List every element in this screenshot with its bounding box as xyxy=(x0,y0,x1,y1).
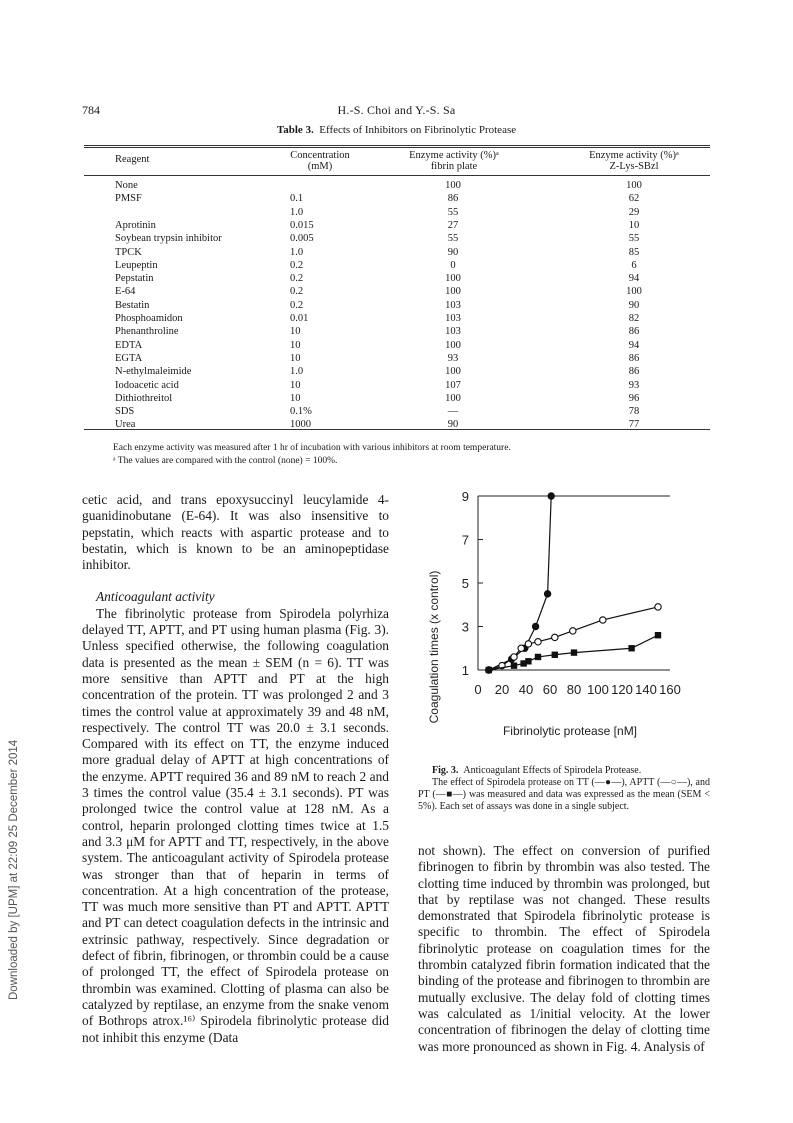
table-row xyxy=(84,259,710,272)
concentration-cell: 10 xyxy=(290,352,301,364)
y-tick-label: 7 xyxy=(461,532,469,548)
reagent-cell: Soybean trypsin inhibitor xyxy=(115,233,222,245)
data-point-pt xyxy=(535,654,541,660)
concentration-cell: 0.005 xyxy=(290,233,314,245)
data-point-pt xyxy=(486,667,492,673)
header-fibrin xyxy=(389,150,519,172)
data-point-aptt xyxy=(535,639,541,645)
table-caption-label: Table 3. xyxy=(276,124,314,136)
table-row xyxy=(84,365,710,378)
fibrin-activity-cell: 90 xyxy=(447,246,459,258)
section-heading: Anticoagulant activity xyxy=(96,589,215,605)
table-row xyxy=(84,285,710,298)
zlys-activity-cell: 96 xyxy=(628,392,640,404)
zlys-activity-cell: 85 xyxy=(628,246,640,258)
concentration-cell: 1.0 xyxy=(290,366,304,378)
page-number: 784 xyxy=(82,103,100,117)
x-tick-label: 80 xyxy=(566,682,582,697)
left-column xyxy=(82,492,389,1046)
concentration-cell: 10 xyxy=(290,326,301,338)
table-caption-text: Effects of Inhibitors on Fibrinolytic Protease xyxy=(319,124,517,136)
fibrin-activity-cell: 100 xyxy=(445,339,461,351)
concentration-cell: 1000 xyxy=(290,419,311,431)
figure-caption-title: Anticoagulant Effects of Spirodela Protease. xyxy=(463,765,642,776)
zlys-activity-cell: 94 xyxy=(628,273,640,285)
data-point-aptt xyxy=(518,645,524,651)
fibrin-activity-cell: 93 xyxy=(447,352,459,364)
data-point-tt xyxy=(544,591,550,597)
fibrin-activity-cell: 0 xyxy=(450,259,456,271)
x-tick-label: 120 xyxy=(611,682,633,697)
chart-axes xyxy=(462,489,681,697)
zlys-activity-cell: 86 xyxy=(628,352,640,364)
zlys-activity-cell: 86 xyxy=(628,366,640,378)
table-footnote-1: Each enzyme activity was measured after 1 hr of incubation with various inhibitors at room temperature. xyxy=(113,443,511,453)
fibrin-activity-cell: 100 xyxy=(445,366,461,378)
zlys-activity-cell: 77 xyxy=(628,419,640,431)
reagent-cell: Phosphoamidon xyxy=(115,313,183,324)
zlys-activity-cell: 78 xyxy=(628,406,640,418)
fibrin-activity-cell: 100 xyxy=(445,392,461,404)
data-point-pt xyxy=(525,658,531,664)
zlys-activity-cell: 94 xyxy=(628,339,640,351)
concentration-cell: 0.1 xyxy=(290,193,304,205)
table-row xyxy=(84,312,710,325)
figure-caption xyxy=(418,765,710,813)
fibrin-activity-cell: 103 xyxy=(445,299,461,311)
fibrin-activity-cell: 90 xyxy=(447,419,459,431)
concentration-cell: 10 xyxy=(290,392,301,404)
table-row xyxy=(84,272,710,285)
zlys-activity-cell: 55 xyxy=(628,233,640,245)
reagent-cell: Pepstatin xyxy=(115,273,154,285)
data-point-aptt xyxy=(600,617,606,623)
y-tick-label: 1 xyxy=(461,663,469,678)
concentration-cell: 0.01 xyxy=(290,313,309,324)
table-row xyxy=(84,219,710,232)
header-fibrin-sub: fibrin plate xyxy=(430,161,478,172)
reagent-cell: E-64 xyxy=(115,286,136,298)
x-tick-label: 40 xyxy=(518,682,534,697)
data-point-pt xyxy=(552,652,558,658)
figure-3-chart xyxy=(420,482,710,752)
table-row xyxy=(84,299,710,312)
header-concentration xyxy=(260,150,380,172)
data-point-pt xyxy=(655,632,661,638)
data-point-tt xyxy=(532,623,538,629)
zlys-activity-cell: 86 xyxy=(628,326,640,338)
y-tick-label: 9 xyxy=(461,489,469,504)
x-tick-label: 20 xyxy=(494,682,510,697)
left-paragraph-1: cetic acid, and trans epoxysuccinyl leucylamide 4-guanidinobutane (E-64). It was also insensitive to pepstatin, which reacts with aspartic protease and to bestatin, which is known to be an aminopeptidase inhibitor. xyxy=(82,492,389,573)
concentration-cell: 0.2 xyxy=(290,286,304,298)
data-point-aptt xyxy=(570,628,576,634)
x-tick-label: 0 xyxy=(474,682,482,697)
data-point-aptt xyxy=(525,641,531,647)
reagent-cell: Leupeptin xyxy=(115,259,158,271)
left-paragraph-2: The fibrinolytic protease from Spirodela polyrhiza delayed TT, APTT, and PT using human plasma (Fig. 3). Unless specified otherwise, the following coagulation data is presented as the mean ± SEM (n = 6). TT was more sensitive than APTT and PT at the high concentration of the protein. TT was prolonged 2 and 3 times the control value at approximately 39 and 48 nM, respectively. The control TT was 20.0 ± 3.1 seconds. Compared with its effect on TT, the enzyme induced more gradual delay of APTT at high concentrations of the enzyme. APTT required 36 and 89 nM to reach 2 and 3 times the control value (35.4 ± 3.1 seconds). PT was prolonged twice the control value at 128 nM. As a control, heparin prolonged clotting times twice at 1.5 and 3.3 μM for APTT and TT, respectively, in the above system. The anticoagulant activity of Spirodela protease was stronger than that of heparin in terms of concentration. At a high concentration of the protease, TT was much more sensitive than PT and APTT. APTT and PT can detect coagulation defects in the intrinsic and extrinsic pathway, respectively. Since degradation or defect of fibrin, fibrinogen, or thrombin could be a cause of prolonged TT, the effect of Spirodela protease on thrombin was examined. Clotting of plasma can also be catalyzed by reptilase, an enzyme from the snake venom of Bothrops atrox.¹⁶⁾ Spirodela fibrinolytic protease did not inhibit this enzyme (Data xyxy=(82,605,389,1045)
reagent-cell: EGTA xyxy=(115,352,143,364)
y-tick-label: 3 xyxy=(461,619,469,635)
table-header xyxy=(84,148,710,174)
table-row xyxy=(84,206,710,219)
reagent-cell: N-ethylmaleimide xyxy=(115,366,192,378)
concentration-cell: 0.2 xyxy=(290,299,304,311)
table-row xyxy=(84,418,710,431)
chart-svg xyxy=(420,482,710,747)
header-zlys xyxy=(569,150,699,172)
concentration-cell: 10 xyxy=(290,339,301,351)
data-point-pt xyxy=(511,662,517,668)
concentration-cell: 1.0 xyxy=(290,206,304,218)
header-concentration-unit: (mM) xyxy=(307,161,333,172)
zlys-activity-cell: 100 xyxy=(626,180,642,191)
fibrin-activity-cell: 27 xyxy=(447,219,459,231)
x-axis-label: Fibrinolytic protease [nM] xyxy=(502,724,638,738)
header-zlys-sub: Z-Lys-SBzl xyxy=(609,161,659,172)
table-row xyxy=(84,392,710,405)
table-row xyxy=(84,325,710,338)
series-line-tt xyxy=(489,496,551,670)
right-column xyxy=(418,843,710,1055)
fibrin-activity-cell: 55 xyxy=(447,233,459,245)
fibrin-activity-cell: 55 xyxy=(447,206,459,218)
figure-caption-text: The effect of Spirodela protease on TT (—●—), APTT (—○—), and PT (—■—) was measured and data was expressed as the mean (SEM < 5%). Each set of assays was done in a single subject. xyxy=(418,777,710,812)
reagent-cell: EDTA xyxy=(115,339,143,351)
table-row xyxy=(84,379,710,392)
fibrin-activity-cell: 103 xyxy=(445,326,461,338)
fibrin-activity-cell: 86 xyxy=(447,193,459,205)
fibrin-activity-cell: 103 xyxy=(445,313,461,324)
y-tick-label: 5 xyxy=(461,576,469,591)
fibrin-activity-cell: 100 xyxy=(445,286,461,298)
zlys-activity-cell: 100 xyxy=(626,286,642,298)
fibrin-activity-cell: 107 xyxy=(445,379,461,391)
table-row xyxy=(84,232,710,245)
header-zlys-label: Enzyme activity (%)ᵃ xyxy=(589,150,679,161)
reagent-cell: Dithiothreitol xyxy=(115,392,173,404)
fibrin-activity-cell: — xyxy=(447,406,459,418)
fibrin-activity-cell: 100 xyxy=(445,273,461,285)
data-point-aptt xyxy=(511,654,517,660)
zlys-activity-cell: 90 xyxy=(628,299,640,311)
download-notice: Downloaded by [UPM] at 22:09 25 December 2014 xyxy=(8,739,20,1000)
table-footnote-2: ᵃ The values are compared with the control (none) = 100%. xyxy=(113,456,338,466)
x-tick-label: 160 xyxy=(659,682,681,697)
zlys-activity-cell: 29 xyxy=(628,206,640,218)
right-paragraph: not shown). The effect on conversion of purified fibrinogen to fibrin by thrombin was also tested. The clotting time induced by thrombin was prolonged, but that by reptilase was not changed. These results demonstrated that Spirodela fibrinolytic protease is specific to thrombin. The effect of Spirodela fibrinolytic protease on coagulation times for the thrombin catalyzed fibrin formation indicated that the binding of the protease and fibrinogen to thrombin are mutually exclusive. The delay fold of clotting times was calculated as 1/initial velocity. At the lower concentration of fibrinogen the delay of clotting time was more pronounced as shown in Fig. 4. Analysis of xyxy=(418,843,710,1054)
table-row xyxy=(84,246,710,259)
x-tick-label: 140 xyxy=(635,682,657,697)
x-tick-label: 60 xyxy=(542,682,558,697)
data-point-tt xyxy=(548,493,554,499)
zlys-activity-cell: 82 xyxy=(628,313,640,324)
reagent-cell: None xyxy=(115,180,138,191)
data-point-aptt xyxy=(552,634,558,640)
data-point-pt xyxy=(628,645,634,651)
header-fibrin-label: Enzyme activity (%)ᵃ xyxy=(409,150,499,161)
concentration-cell: 0.2 xyxy=(290,259,304,271)
reagent-cell: PMSF xyxy=(115,193,142,205)
zlys-activity-cell: 62 xyxy=(628,193,640,205)
zlys-activity-cell: 6 xyxy=(631,259,637,271)
figure-caption-label: Fig. 3. xyxy=(432,765,459,776)
concentration-cell: 1.0 xyxy=(290,246,304,258)
table-row xyxy=(84,339,710,352)
reagent-cell: Urea xyxy=(115,419,136,431)
x-tick-label: 100 xyxy=(587,682,609,697)
concentration-cell: 0.2 xyxy=(290,273,304,285)
table-row xyxy=(84,192,710,205)
reagent-cell: TPCK xyxy=(115,246,142,258)
chart-series xyxy=(486,493,662,673)
data-point-pt xyxy=(571,649,577,655)
table-row xyxy=(84,405,710,418)
table-caption xyxy=(0,124,793,136)
reagent-cell: Iodoacetic acid xyxy=(115,379,179,391)
concentration-cell: 0.1% xyxy=(290,406,312,418)
table-row xyxy=(84,179,710,192)
concentration-cell: 0.015 xyxy=(290,219,314,231)
reagent-cell: Bestatin xyxy=(115,299,150,311)
reagent-cell: Aprotinin xyxy=(115,219,156,231)
concentration-cell: 10 xyxy=(290,379,301,391)
reagent-cell: SDS xyxy=(115,406,135,418)
fibrin-activity-cell: 100 xyxy=(445,180,461,191)
zlys-activity-cell: 10 xyxy=(628,219,640,231)
data-point-aptt xyxy=(655,604,661,610)
header-reagent: Reagent xyxy=(115,154,150,165)
table-row xyxy=(84,352,710,365)
table-top-rule xyxy=(84,145,710,146)
table-header-rule xyxy=(84,175,710,176)
header-concentration-label: Concentration xyxy=(290,150,350,161)
zlys-activity-cell: 93 xyxy=(628,379,640,391)
running-head: H.-S. Choi and Y.-S. Sa xyxy=(337,103,456,117)
y-axis-label: Coagulation times (x control) xyxy=(427,570,441,724)
reagent-cell: Phenanthroline xyxy=(115,326,179,338)
